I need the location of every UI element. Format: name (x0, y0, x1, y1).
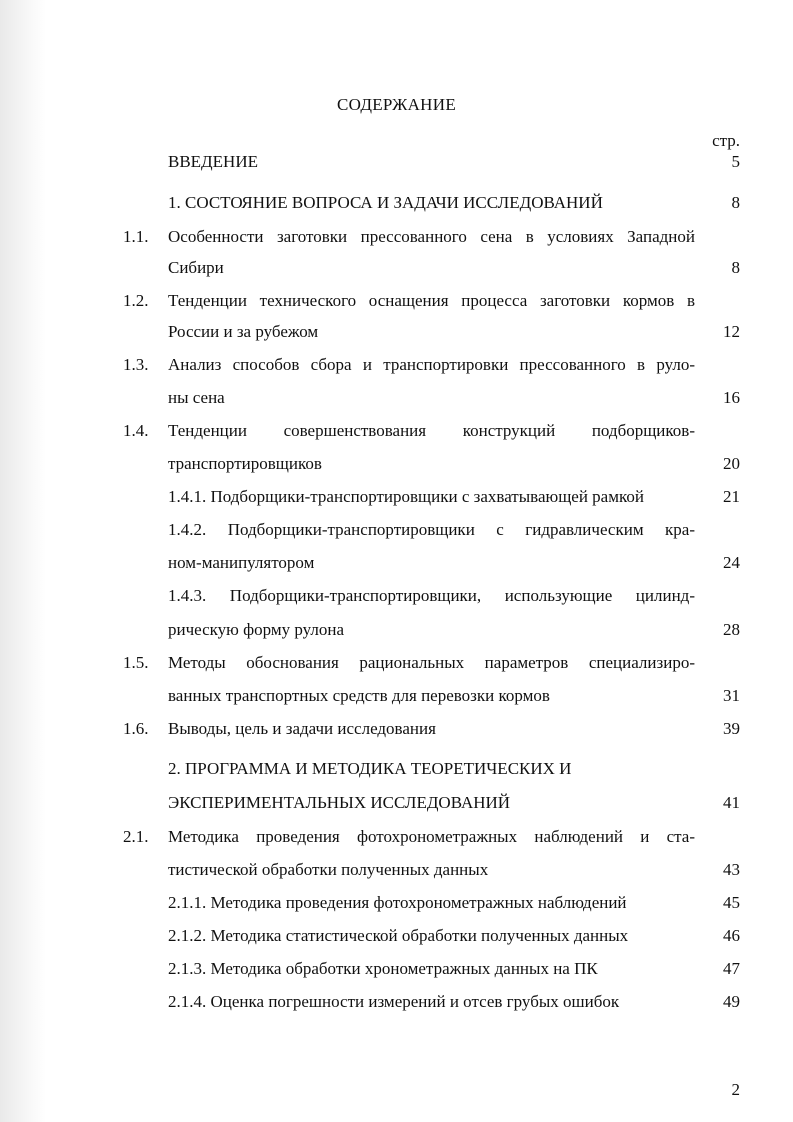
toc-page: 45 (723, 893, 740, 912)
toc-page: 8 (731, 193, 740, 212)
toc-chapter-heading: ЭКСПЕРИМЕНТАЛЬНЫХ ИССЛЕДОВАНИЙ (168, 793, 511, 812)
toc-entry-line: транспортировщиков (168, 454, 322, 473)
toc-page: 8 (731, 258, 740, 277)
toc-number: 1.3. (123, 355, 149, 374)
toc-entry-line: ны сена (168, 388, 225, 407)
toc-subentry-line: 1.4.2. Подборщики-транспортировщики с гидравлическим кра- (168, 520, 695, 539)
toc-page: 16 (723, 388, 740, 407)
toc-entry-line: Методика проведения фотохронометражных наблюдений и ста- (168, 827, 695, 846)
toc-page: 43 (723, 860, 740, 879)
page-number: 2 (731, 1080, 740, 1099)
toc-number: 2.1. (123, 827, 149, 846)
toc-subentry-line: 2.1.2. Методика статистической обработки полученных данных (168, 926, 629, 945)
toc-page: 49 (723, 992, 740, 1011)
toc-number: 1.1. (123, 227, 149, 246)
toc-entry-line: Методы обоснования рациональных параметров специализиро- (168, 653, 695, 672)
toc-entry-line: ванных транспортных средств для перевозки кормов (168, 686, 550, 705)
toc-number: 1.2. (123, 291, 149, 310)
page-title: СОДЕРЖАНИЕ (336, 95, 457, 114)
toc-subentry-line: рическую форму рулона (168, 620, 345, 639)
toc-page: 41 (723, 793, 740, 812)
toc-entry-line: тистической обработки полученных данных (168, 860, 489, 879)
toc-number: 1.5. (123, 653, 149, 672)
toc-page: 39 (723, 719, 740, 738)
toc-number: 1.6. (123, 719, 149, 738)
toc-subentry-line: ном-манипулятором (168, 553, 315, 572)
toc-number: 1.4. (123, 421, 149, 440)
toc-page: 24 (723, 553, 740, 572)
toc-entry-line: Особенности заготовки прессованного сена в условиях Западной (168, 227, 695, 246)
toc-page: 12 (723, 322, 740, 341)
toc-page: 5 (731, 152, 740, 171)
toc-entry-line: России и за рубежом (168, 322, 319, 341)
toc-entry-line: Тенденции технического оснащения процесса заготовки кормов в (168, 291, 695, 310)
toc-page: 47 (723, 959, 740, 978)
toc-page: 28 (723, 620, 740, 639)
toc-subentry-line: 2.1.4. Оценка погрешности измерений и отсев грубых ошибок (168, 992, 620, 1011)
toc-subentry-line: 1.4.3. Подборщики-транспортировщики, использующие цилинд- (168, 586, 695, 605)
toc-entry-line: Выводы, цель и задачи исследования (168, 719, 436, 738)
scan-page-edge (0, 0, 46, 1122)
toc-page: 31 (723, 686, 740, 705)
toc-entry-line: Сибири (168, 258, 224, 277)
toc-chapter-heading: 1. СОСТОЯНИЕ ВОПРОСА И ЗАДАЧИ ИССЛЕДОВАНИЙ (168, 193, 603, 212)
toc-entry-line: Тенденции совершенствования конструкций подборщиков- (168, 421, 695, 440)
toc-subentry-line: 2.1.1. Методика проведения фотохронометражных наблюдений (168, 893, 627, 912)
toc-chapter-heading: 2. ПРОГРАММА И МЕТОДИКА ТЕОРЕТИЧЕСКИХ И (168, 759, 572, 778)
toc-entry-line: Анализ способов сбора и транспортировки прессованного в руло- (168, 355, 695, 374)
toc-subentry-line: 2.1.3. Методика обработки хронометражных данных на ПК (168, 959, 598, 978)
toc-subentry-line: 1.4.1. Подборщики-транспортировщики с захватывающей рамкой (168, 487, 644, 506)
page-column-label: стр. (712, 131, 740, 150)
toc-page: 20 (723, 454, 740, 473)
toc-page: 46 (723, 926, 740, 945)
toc-entry-intro: ВВЕДЕНИЕ (168, 152, 258, 171)
toc-page: 21 (723, 487, 740, 506)
